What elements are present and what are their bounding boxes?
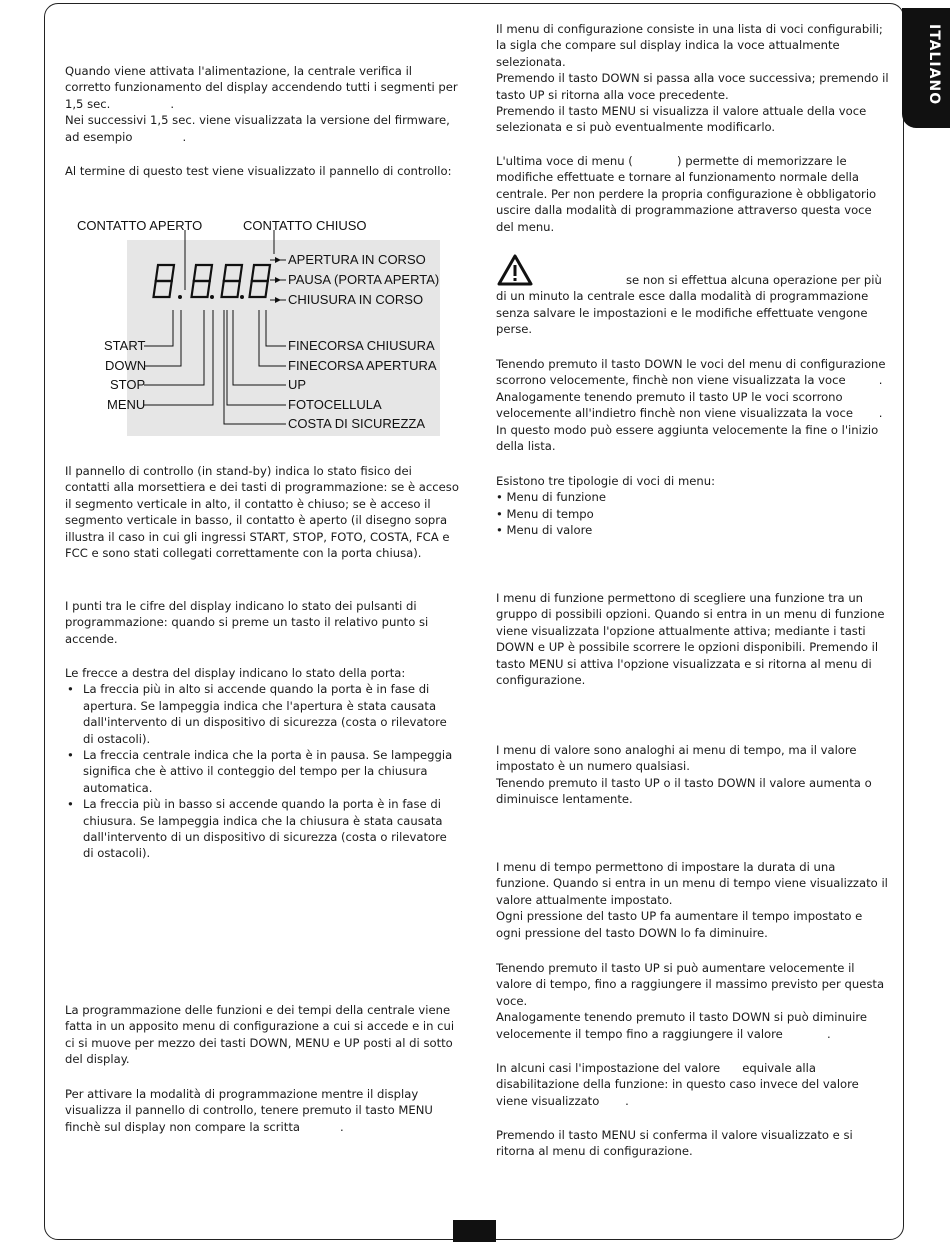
language-tab-label: ITALIANO <box>926 24 942 106</box>
control-panel-intro <box>65 163 460 179</box>
label-menu: MENU <box>107 397 146 412</box>
label-pausa: PAUSA (PORTA APERTA) <box>288 272 440 287</box>
label-contatto-aperto: CONTATTO APERTO <box>77 218 203 233</box>
value-menu-text-2: Tenendo premuto il tasto UP o il tasto DOWN il valore aumenta o diminuisce lentamente. <box>496 775 872 807</box>
dots-text: I punti tra le cifre del display indicano lo stato dei pulsanti di programmazione: quando si preme un tasto il relativo punto si accende. <box>65 599 429 646</box>
label-finecorsa-apertura: FINECORSA APERTURA <box>288 358 437 373</box>
intro-text-1: Quando viene attivata l'alimentazione, la centrale verifica il corretto funzionamento del display accendendo tutti i segmenti per 1,5 sec. <box>65 64 458 111</box>
standby-paragraph <box>65 463 460 561</box>
last-item-text: L'ultima voce di menu ( ) permette di memorizzare le modifiche effettuate e tornare al funzionamento normale della centrale. Per non perdere la propria configurazione è obbligatorio uscire dalla modalità di programmazione attraverso questa voce del menu. <box>496 154 880 234</box>
control-panel-diagram <box>70 212 450 440</box>
intro-text-2-end: . <box>182 129 187 144</box>
label-up: UP <box>288 377 307 392</box>
label-apertura-in-corso: APERTURA IN CORSO <box>288 252 426 267</box>
label-finecorsa-chiusura: FINECORSA CHIUSURA <box>288 338 435 353</box>
time-fast-text-2: Analogamente tenendo premuto il tasto DOWN si può diminuire velocemente il tempo fino a raggiungere il valore . <box>496 1010 871 1041</box>
time-menu-text-1: I menu di tempo permettono di impostare la durata di una funzione. Quando si entra in un menu di tempo viene visualizzato il valore attualmente impostato. <box>496 860 888 907</box>
config-menu-paragraph <box>496 21 891 136</box>
label-fotocellula: FOTOCELLULA <box>288 397 382 412</box>
intro-text-1-end: . <box>170 96 175 111</box>
control-panel-intro-text: Al termine di questo test viene visualizzato il pannello di controllo: <box>65 164 452 178</box>
arrows-paragraph <box>65 665 460 862</box>
scroll-paragraph <box>496 356 891 454</box>
scroll-text: Tenendo premuto il tasto DOWN le voci del menu di configurazione scorrono velocemente, finchè non viene visualizzata la voce . Analogamente tenendo premuto il tasto UP le voci scorrono velocemente all'indietro finchè non viene visualizzata la voce . In questo modo può essere aggiunta velocemente la fine o l'inizio della lista. <box>496 357 890 454</box>
time-menu-text-2: Ogni pressione del tasto UP fa aumentare il tempo impostato e ogni pressione del tasto DOWN lo fa diminuire. <box>496 909 863 940</box>
standby-text: Il pannello di controllo (in stand-by) indica lo stato fisico dei contatti alla morsettiera e dei tasti di programmazione: se è acceso il segmento verticale in alto, il contatto è chiuso; se è acceso il segmento verticale in basso, il contatto è aperto (il disegno sopra illustra il caso in cui gli ingressi START, STOP, FOTO, COSTA, FCA e FCC e sono stati collegati correttamente con la porta chiusa). <box>65 464 459 561</box>
disable-paragraph <box>496 1060 915 1109</box>
label-contatto-chiuso: CONTATTO CHIUSO <box>243 218 367 233</box>
config-text-3: Premendo il tasto MENU si visualizza il valore attuale della voce selezionata e si può eventualmente modificarlo. <box>496 104 867 135</box>
disable-text: In alcuni casi l'impostazione del valore equivale alla disabilitazione della funzione: in questo caso invece del valore viene visualizzato . <box>496 1061 915 1108</box>
activate-text-end: . <box>339 1119 344 1134</box>
page-number-box <box>453 1220 496 1242</box>
label-stop: STOP <box>110 377 146 392</box>
warning-text: se non si effettua alcuna operazione per più di un minuto la centrale esce dalla modalità di programmazione senza salvare le impostazioni e le modifiche effettuate vengone perse. <box>496 273 882 337</box>
programming-text: La programmazione delle funzioni e dei tempi della centrale viene fatta in un apposito menu di configurazione a cui si accede e in cui ci si muove per mezzo dei tasti DOWN, MENU e UP posti al di sotto del display. <box>65 1003 455 1067</box>
config-text-1: Il menu di configurazione consiste in una lista di voci configurabili; la sigla che compare sul display indica la voce attualmente selezionata. <box>496 22 883 69</box>
list-item: • Menu di tempo <box>496 506 891 522</box>
activate-paragraph <box>65 1086 460 1135</box>
intro-paragraph <box>65 63 460 145</box>
arrows-intro: Le frecce a destra del display indicano lo stato della porta: <box>65 666 406 680</box>
last-item-paragraph <box>496 153 891 235</box>
value-menu-paragraph <box>496 742 891 808</box>
label-down: DOWN <box>105 358 147 373</box>
programming-paragraph <box>65 1002 460 1068</box>
time-menu-paragraph <box>496 859 891 941</box>
menu-types-intro: Esistono tre tipologie di voci di menu: <box>496 474 715 488</box>
list-item: • Menu di valore <box>496 522 891 538</box>
label-chiusura-in-corso: CHIUSURA IN CORSO <box>288 292 424 307</box>
label-start: START <box>104 338 146 353</box>
label-costa-di-sicurezza: COSTA DI SICUREZZA <box>288 416 425 431</box>
dots-paragraph <box>65 598 460 647</box>
config-text-2: Premendo il tasto DOWN si passa alla voce successiva; premendo il tasto UP si ritorna alla voce precedente. <box>496 71 889 102</box>
menu-types-paragraph <box>496 473 891 539</box>
function-menu-text: I menu di funzione permettono di scegliere una funzione tra un gruppo di possibili opzioni. Quando si entra in un menu di funzione viene visualizzata l'opzione attualmente attiva; mediante i tasti DOWN e UP è possibile scorrere le opzioni disponibili. Premendo il tasto MENU si attiva l'opzione visualizzata e si ritorna al menu di configurazione. <box>496 591 885 688</box>
time-fast-paragraph <box>496 960 891 1042</box>
time-fast-text-1: Tenendo premuto il tasto UP si può aumentare velocemente il valore di tempo, fino a raggiungere il massimo previsto per questa voce. <box>496 961 885 1008</box>
list-item: • La freccia centrale indica che la porta è in pausa. Se lampeggia significa che è attivo il conteggio del tempo per la chiusura automatica. <box>65 747 460 796</box>
confirm-text: Premendo il tasto MENU si conferma il valore visualizzato e si ritorna al menu di configurazione. <box>496 1128 853 1159</box>
list-item: • La freccia più in basso si accende quando la porta è in fase di chiusura. Se lampeggia indica che la chiusura è stata causata dall'intervento di un dispositivo di sicurezza (costa o rilevatore di ostacoli). <box>65 796 460 862</box>
value-menu-text-1: I menu di valore sono analoghi ai menu di tempo, ma il valore impostato è un numero qualsiasi. <box>496 743 857 774</box>
confirm-paragraph <box>496 1127 891 1160</box>
list-item: • La freccia più in alto si accende quando la porta è in fase di apertura. Se lampeggia indica che l'apertura è stata causata dall'intervento di un dispositivo di sicurezza (costa o rilevatore di ostacoli). <box>65 681 460 747</box>
warning-paragraph <box>496 272 891 338</box>
activate-text: Per attivare la modalità di programmazione mentre il display visualizza il pannello di controllo, tenere premuto il tasto MENU finchè sul display non compare la scritta <box>65 1087 433 1134</box>
intro-text-2: Nei successivi 1,5 sec. viene visualizzata la versione del firmware, ad esempio <box>65 113 450 144</box>
list-item: • Menu di funzione <box>496 489 891 505</box>
language-tab <box>902 8 950 128</box>
function-menu-paragraph <box>496 590 891 688</box>
